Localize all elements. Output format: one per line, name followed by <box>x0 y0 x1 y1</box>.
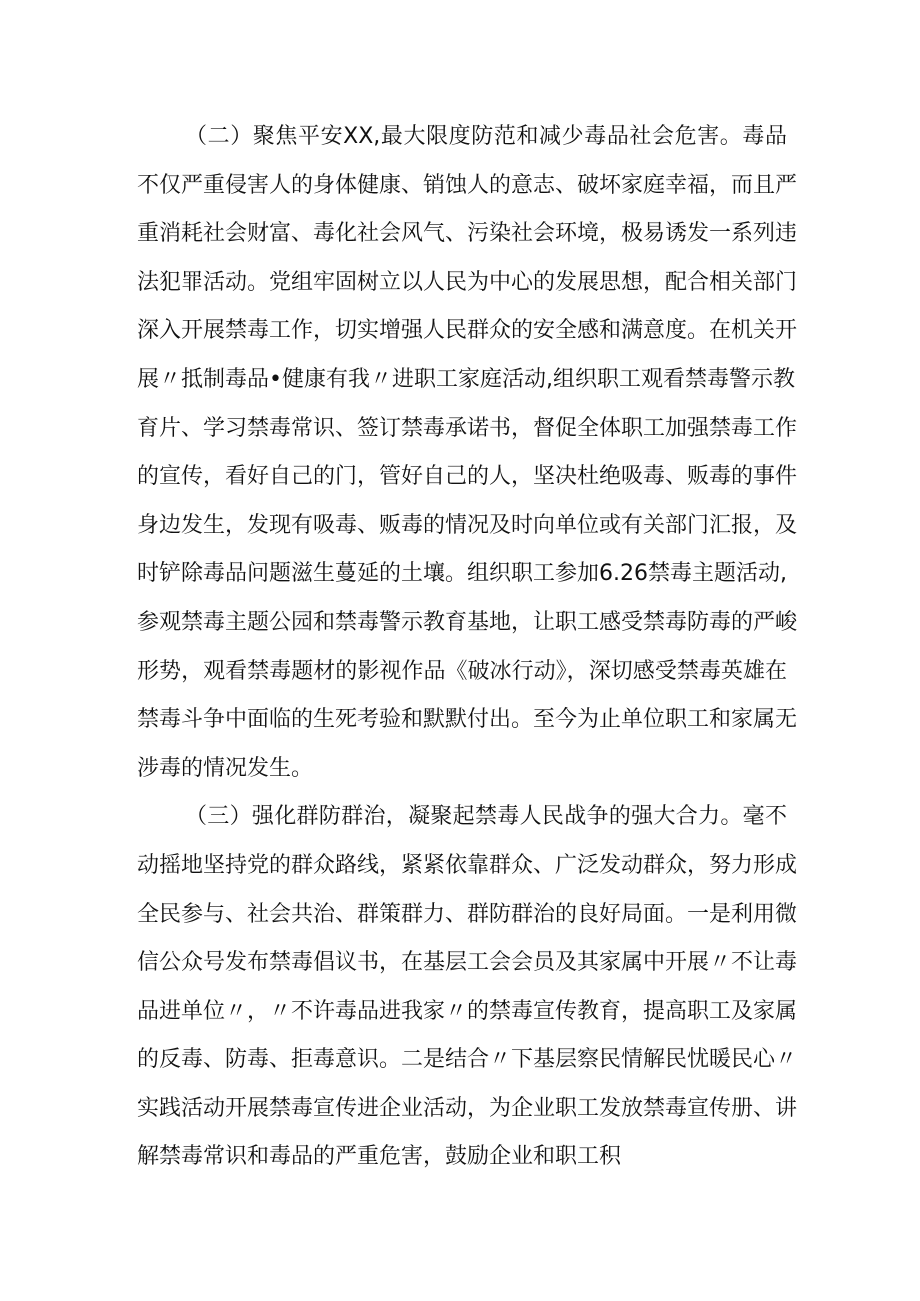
text-line: 重消耗社会财富、毒化社会风气、污染社会环境，极易诱发一系列违 <box>137 221 798 247</box>
text-line: 深入开展禁毒工作，切实增强人民群众的安全感和满意度。在机关开 <box>137 318 798 344</box>
text-line: 禁毒斗争中面临的生死考验和默默付出。至今为止单位职工和家属无 <box>137 707 798 733</box>
text-line: 实践活动开展禁毒宣传进企业活动，为企业职工发放禁毒宣传册、讲 <box>137 1095 798 1121</box>
paragraph-section-2 <box>137 113 798 793</box>
text-line: 展〃抵制毒品•健康有我〃进职工家庭活动,组织职工观看禁毒警示教 <box>137 366 795 392</box>
paragraph-section-3 <box>137 793 798 1182</box>
text-line: 参观禁毒主题公园和禁毒警示教育基地，让职工感受禁毒防毒的严峻 <box>137 609 798 635</box>
text-line: 育片、学习禁毒常识、签订禁毒承诺书，督促全体职工加强禁毒工作 <box>137 415 798 441</box>
text-line: 涉毒的情况发生。 <box>137 755 314 781</box>
text-line: 的宣传，看好自己的门，管好自己的人，坚决杜绝吸毒、贩毒的事件 <box>137 464 798 490</box>
text-line: （三）强化群防群治，凝聚起禁毒人民战争的强大合力。毫不 <box>185 804 787 830</box>
text-line: 信公众号发布禁毒倡议书，在基层工会会员及其家属中开展〃不让毒 <box>137 950 798 976</box>
text-line: 的反毒、防毒、拒毒意识。二是结合〃下基层察民情解民忧暖民心〃 <box>137 1047 798 1073</box>
text-line: 解禁毒常识和毒品的严重危害，鼓励企业和职工积 <box>137 1144 622 1170</box>
text-line: 不仅严重侵害人的身体健康、销蚀人的意志、破坏家庭幸福，而且严 <box>137 172 798 198</box>
text-line: （二）聚焦平安XX,最大限度防范和减少毒品社会危害。毒品 <box>185 124 787 149</box>
text-line: 动摇地坚持党的群众路线，紧紧依靠群众、广泛发动群众，努力形成 <box>137 852 798 878</box>
text-line: 形势，观看禁毒题材的影视作品《破冰行动》，深切感受禁毒英雄在 <box>137 658 787 684</box>
text-line: 法犯罪活动。党组牢固树立以人民为中心的发展思想，配合相关部门 <box>137 269 798 295</box>
text-line: 身边发生，发现有吸毒、贩毒的情况及时向单位或有关部门汇报，及 <box>137 512 798 538</box>
text-line: 时铲除毒品问题滋生蔓延的土壤。组织职工参加6.26禁毒主题活动, <box>137 561 787 587</box>
text-line: 全民参与、社会共治、群策群力、群防群治的良好局面。一是利用微 <box>137 901 798 927</box>
text-line: 品进单位〃，〃不许毒品进我家〃的禁毒宣传教育，提高职工及家属 <box>137 998 798 1024</box>
document-page <box>137 113 798 1182</box>
